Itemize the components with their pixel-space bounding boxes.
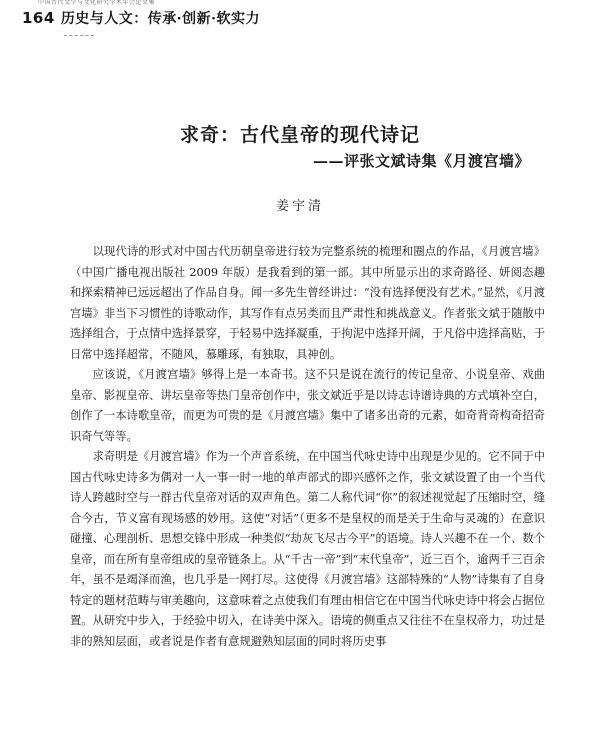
page-header [22,8,260,32]
article-author: 姜宇清 [275,199,324,214]
paragraph-3: 求奇明是《月渡宫墙》作为一个声音系统，在中国当代咏史诗中出现是少见的。它不同于中国古代咏史诗多为偶对一人一事一时一地的单声部式的即兴感怀之作，张文斌设置了由一个当代诗人跨越时空与一群古代皇帝对话的双声角色。第二人称代词“你”的叙述视觉起了压缩时空，缝合今古，节义富有现场感的妙用。这使“对话”（更多不是皇权的而是关于生命与灵魂的）在意识碰撞、心理剖析、思想交锋中形成一种类似“劫灰飞尽古今平”的语境。诗人兴趣不在一个、数个皇帝，而在所有皇帝组成的皇帝链条上。从“千古一帝”到“末代皇帝”，近三百个，逾两千三百余年，虽不是竭泽而渔，也几乎是一网打尽。这使得《月渡宫墙》这部特殊的“人物”诗集有了自身特定的题材范畴与审美趣向，这意味着之点使我们有理由相信它在中国当代咏史诗中将会占据位置。从研究中步入，于经验中切入，在诗美中深入。语境的侧重点又往往不在皇权帝力，功过是非的熟知层面，或者说是作者有意规避熟知层面的同时将历史事 [70,450,545,648]
paragraph-2: 应该说，《月渡宫墙》够得上是一本奇书。这不只是说在流行的传记皇帝、小说皇帝、戏曲皇帝、影视皇帝、讲坛皇帝等热门皇帝创作中，张文斌近乎是以诗志诗谱诗典的方式填补空白，创作了一本诗歌皇帝，而更为可贵的是《月渡宫墙》集中了诸多出奇的元素，如奇背奇构奇招奇识奇气等等。 [70,368,545,443]
article-body [70,242,545,652]
article-title: 求奇：古代皇帝的现代诗记 [179,124,420,146]
paragraph-1: 以现代诗的形式对中国古代历朝皇帝进行较为完整系统的梳理和圈点的作品，《月渡宫墙》（中国广播电视出版社 2009 年版）是我看到的第一部。其中所显示出的求奇路径、妍阅态趣和探索精神已远远超出了作品自身。闻一多先生曾经讲过：“没有选择便没有艺术。”显然，《月渡宫墙》非当下习惯性的诗歌动作，其写作有点另类而且严肃性和挑战意义。作者张文斌于随散中选择组合，于点情中选择景穿，于轻易中选择凝重，于拘泥中选择开阔，于凡俗中选择高贴，于日常中选择超常，不随风，慕雕琢，有独取，具神创。 [70,245,545,361]
article-subtitle: ——评张文斌诗集《月渡宫墙》 [312,152,530,170]
page-number: 164 [22,9,55,27]
top-strip-text: 中国古代文学与文化研究学术年会论文集 [38,0,156,6]
running-head: 历史与人文：传承·创新·软实力 [60,11,261,27]
header-rule [64,35,94,37]
